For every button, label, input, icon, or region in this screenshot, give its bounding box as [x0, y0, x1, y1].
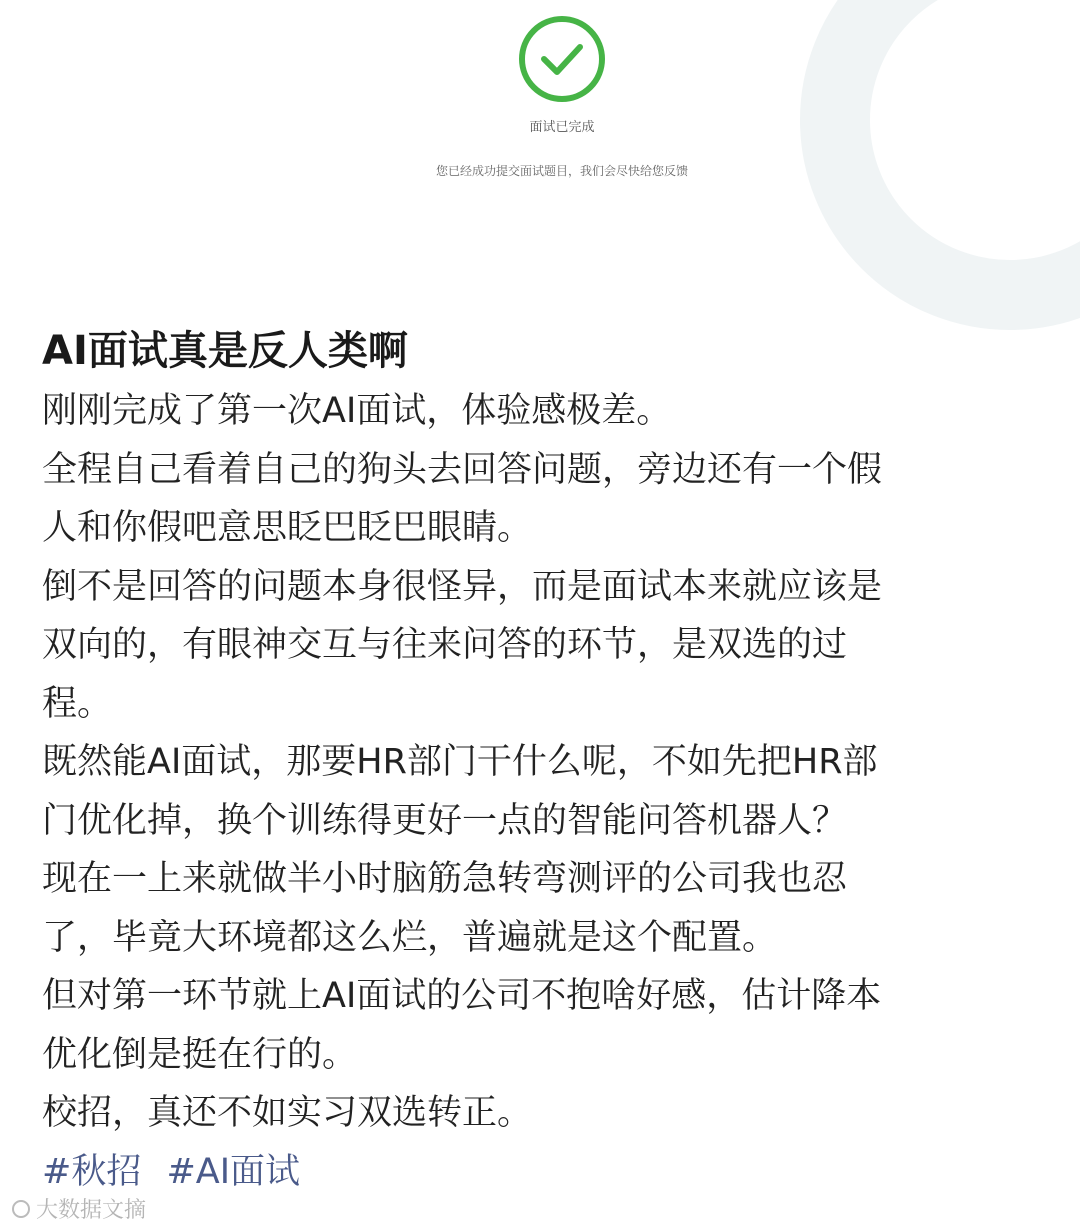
- post-title: AI面试真是反人类啊: [42, 328, 408, 374]
- post-line: 刚刚完成了第一次AI面试，体验感极差。: [42, 391, 672, 431]
- post-content: [42, 322, 1032, 1201]
- tag-qiuzhao[interactable]: #秋招: [42, 1151, 142, 1192]
- post-tags: [42, 1143, 1032, 1202]
- post-line: 既然能AI面试，那要HR部门干什么呢，不如先把HR部: [42, 742, 878, 782]
- post-line: 门优化掉，换个训练得更好一点的智能问答机器人？: [42, 800, 848, 841]
- interview-complete-panel: [0, 0, 1080, 260]
- post-line: 但对第一环节就上AI面试的公司不抱啥好感，估计降本: [42, 976, 882, 1016]
- watermark-text: 大数据文摘: [36, 1198, 147, 1223]
- post-line: 了，毕竟大环境都这么烂，普遍就是这个配置。: [42, 917, 778, 958]
- watermark: [12, 1193, 146, 1224]
- post-line: 程。: [42, 683, 113, 724]
- post-line: 人和你假吧意思眨巴眨巴眼睛。: [42, 508, 533, 548]
- completion-message: 您已经成功提交面试题目，我们会尽快给您反馈: [435, 164, 688, 178]
- post-line: 校招，真还不如实习双选转正。: [42, 1093, 533, 1133]
- completion-title: 面试已完成: [529, 120, 595, 135]
- post-line: 双向的，有眼神交互与往来问答的环节，是双选的过: [42, 625, 848, 665]
- watermark-logo-icon: [12, 1200, 30, 1218]
- post-line: 优化倒是挺在行的。: [42, 1034, 358, 1075]
- post-line: 全程自己看着自己的狗头去回答问题，旁边还有一个假: [42, 449, 883, 490]
- tag-ai-interview[interactable]: #AI面试: [166, 1151, 301, 1192]
- success-check-icon: [517, 14, 607, 104]
- post-body: [42, 382, 1032, 1143]
- post-line: 现在一上来就做半小时脑筋急转弯测评的公司我也忍: [42, 859, 848, 899]
- post-line: 倒不是回答的问题本身很怪异，而是面试本来就应该是: [42, 566, 883, 607]
